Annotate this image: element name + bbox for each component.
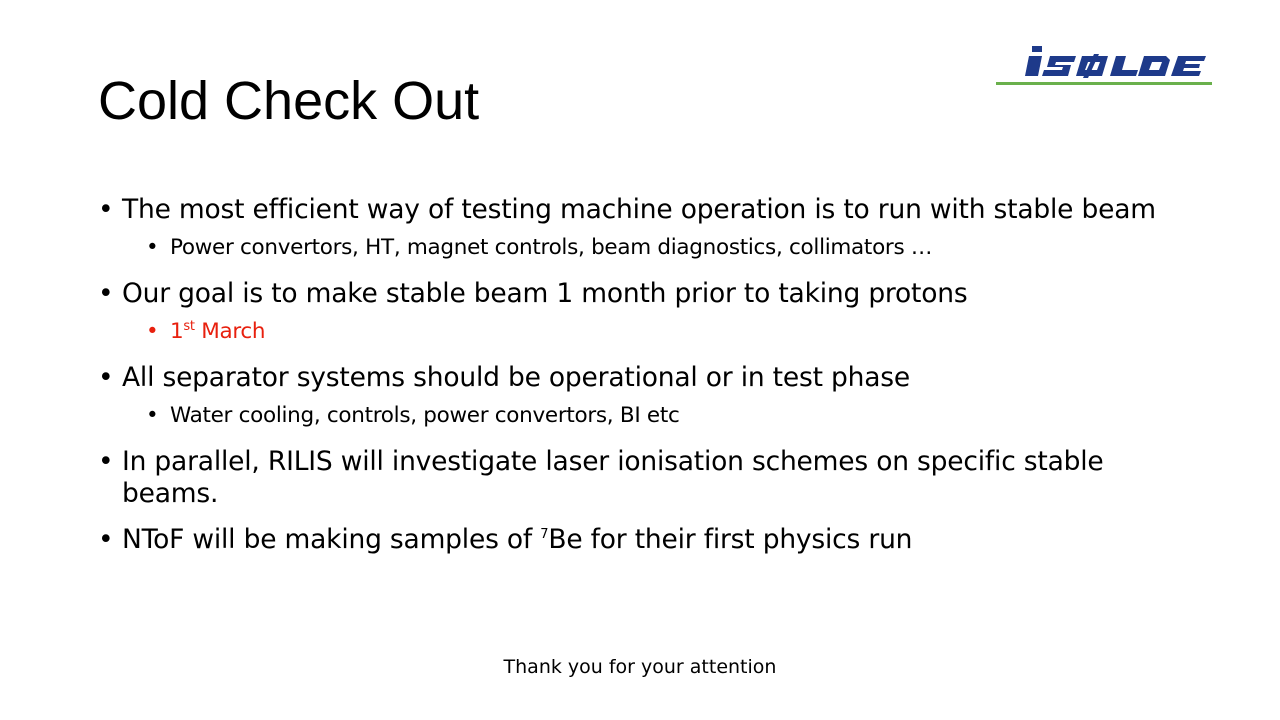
bullet-4-text: In parallel, RILIS will investigate laser ionisation schemes on specific stable beams. (122, 446, 1104, 509)
bullet-5: • NToF will be making samples of $^7$Be for their first physics run (98, 524, 913, 555)
footer-text: Thank you for your attention (503, 656, 777, 678)
bullet-1: • The most efficient way of testing machine operation is to run with stable beam (98, 194, 1156, 225)
isolde-logo-icon (996, 40, 1214, 90)
bullet-2: • Our goal is to make stable beam 1 month prior to taking protons (98, 278, 968, 309)
sub-bullet-2-text: March (194, 319, 266, 344)
bullet-2-text: Our goal is to make stable beam 1 month prior to taking protons (122, 278, 968, 309)
sub-bullet-3-text: Water cooling, controls, power convertors, BI etc (170, 403, 680, 428)
bullet-3-text: All separator systems should be operational or in test phase (122, 362, 910, 393)
sub-bullet-1-text: Power convertors, HT, magnet controls, beam diagnostics, collimators … (170, 235, 933, 260)
sub-bullet-2: • 1st March (146, 318, 266, 344)
bullet-4: • In parallel, RILIS will investigate laser ionisation schemes on specific stable beams. (98, 446, 1104, 509)
sub-bullet-2-superscript: st (183, 318, 195, 334)
sub-bullet-2-number: 1 (170, 319, 184, 344)
bullet-5-superscript: 7 (540, 527, 549, 543)
slide-title: Cold Check Out (98, 71, 480, 131)
bullet-3: • All separator systems should be operational or in test phase (98, 362, 910, 393)
bullet-list (98, 194, 1158, 570)
sub-bullet-1: • Power convertors, HT, magnet controls, beam diagnostics, collimators … (146, 235, 933, 260)
bullet-5-text-post: Be for their first physics run (548, 524, 913, 555)
sub-bullet-3: • Water cooling, controls, power convertors, BI etc (146, 403, 680, 428)
bullet-1-text: The most efficient way of testing machine operation is to run with stable beam (122, 194, 1156, 225)
bullet-5-text-pre: NToF will be making samples of (122, 524, 541, 555)
